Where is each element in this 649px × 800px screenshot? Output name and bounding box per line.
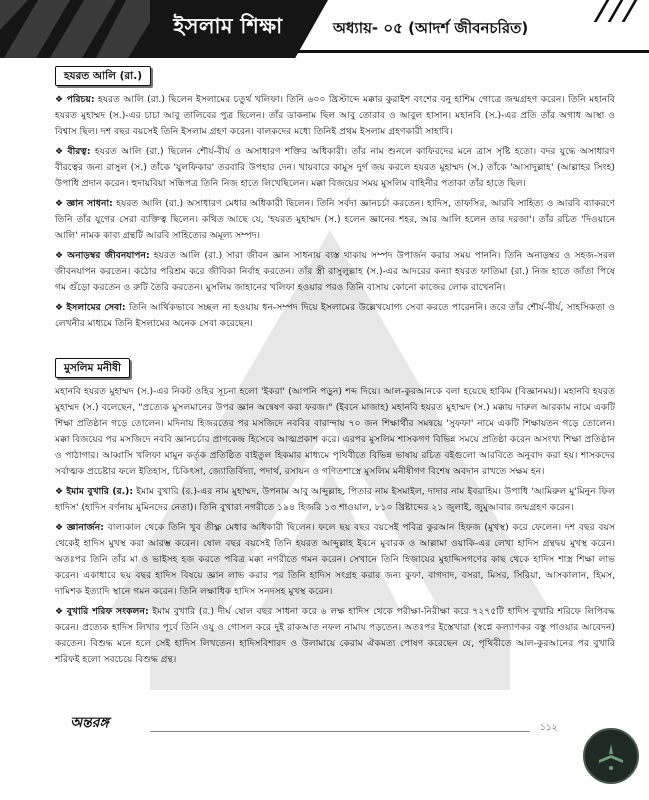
header-stripe-decoration — [0, 0, 150, 58]
paragraph-text: হযরত আলি (রা.) ছিলেন শৌর্য-বীর্য ও অসাধারণ শক্তির অধিকারী। তাঁর নাম শুনলে কাফিরদের মনে ত্রাস সৃষ্টি হতো। বদর যুদ্ধে অসাধারণ বীরত্বের জন্য রাসুল (স.) তাঁকে 'যুলফিকার' তরবারি উপহার দেন। খায়বারে কামুস দুর্গ জয় করলে হযরত মুহাম্মদ (স.) তাঁকে 'আসাদুল্লাহ' (আল্লাহর সিংহ) উপাধি প্রদান করেন। হুদায়বিয়া সন্ধিপত্র তিনি নিজ হাতে লিখেছিলেন। মক্কা বিজয়ের সময় মুসলিম বাহিনীর পতাকা তাঁর হাতে ছিল। — [55, 146, 615, 189]
paragraph-knowledge-gain — [55, 520, 615, 600]
paragraph-text: মহানবি হযরত মুহাম্মদ (স.)-এর নিকট ওহির সূচনা হলো 'ইকরা' (আপনি পড়ুন) শব্দ দিয়ে। আল-কুরআনকে বলা হয়েছে হাকিম (বিজ্ঞানময়)। মহানবি হযরত মুহাম্মদ (স.) বলেছেন, "প্রত্যেক মুসলমানের উপর জ্ঞান অন্বেষণ করা ফরজ।" (ইবনে মাজাহ) মহানবি হযরত মুহাম্মদ (স.) মক্কায় দারুল আরকাম নামে একটি শিক্ষা প্রতিষ্ঠান গড়ে তোলেন। মদিনায় হিজরতের পর মসজিদে নববির বারান্দায় ৭০ জন শিক্ষার্থীর সমন্বয়ে 'সুফফা' নামে একটি শিক্ষায়তন গড়ে তোলেন। মক্কা বিজয়ের পর মসজিদে নববি জ্ঞানচর্চার প্রাণকেন্দ্র হিসেবে আত্মপ্রকাশ করে। এরপর মুসলিম শাসকগণ বিভিন্ন সময়ে প্রতিষ্ঠা করেন অসংখ্য শিক্ষা প্রতিষ্ঠান ও পাঠাগার। আব্বাসি খলিফা মামুন কর্তৃক প্রতিষ্ঠিত বাইতুল হিকমার মাধ্যমে পৃথিবীতে বিভিন্ন ভাষায় রচিত বইগুলো আরবিতে অনুবাদ করা হয়। শাসকদের সর্বাত্মক প্রচেষ্টার ফলে ইতিহাস, চিকিৎসা, জ্যোতির্বিদ্যা, পদার্থ, রসায়ন ও গণিতশাস্ত্রে মুসলিম মনীষীগণ বিশেষ অবদান রাখতে সক্ষম হন। — [55, 386, 615, 477]
header-rule — [296, 50, 649, 53]
diamond-bullet-icon: ❖ — [55, 251, 65, 261]
diamond-bullet-icon: ❖ — [55, 199, 64, 209]
section-title-hazrat-ali: হযরত আলি (রা.) — [55, 66, 151, 86]
paragraph-knowledge — [55, 196, 615, 244]
paragraph-label: পরিচয়: — [66, 94, 95, 105]
paragraph-text: ইমাম বুখারি (র.) দীর্ঘ ষোল বছর সাধনা করে ৬ লক্ষ হাদিস থেকে পরীক্ষা-নিরীক্ষা করে ৭২৭৫টি হাদিস বুখারি শরিফে লিপিবদ্ধ করেন। প্রত্যেক হাদিস লিখার পূর্বে তিনি ওযু ও গোসল করে দুই রাকআত নফল নামায পড়তেন। অতঃপর ইস্তেখারা (স্বপ্নে কল্যাণকর বস্তু পাওয়ার আবেদন) করতেন। বিশুদ্ধ মনে হলে সেই হাদিস লিখতেন। হাদিসবিশারদ ও উলামায়ে কেরাম ঐকমত্য পোষণ করেছেন যে, পৃথিবীতে আল-কুরআনের পর বুখারি শরিফই হলো সবচেয়ে বিশুদ্ধ গ্রন্থ। — [55, 606, 615, 665]
paragraph-bravery — [55, 144, 615, 192]
section-title-muslim-scholars: মুসলিম মনীষী — [55, 358, 130, 378]
paragraph-label: বীরত্ব: — [67, 146, 91, 157]
content-area — [55, 66, 615, 672]
paragraph-label: অনাড়ম্বর জীবনযাপন: — [67, 250, 150, 261]
footer-rule — [150, 731, 530, 732]
paragraph-service — [55, 300, 615, 332]
header-tick — [594, 0, 610, 22]
paragraph-bukhari-compilation — [55, 604, 615, 668]
channel-badge-icon — [583, 728, 639, 784]
paragraph-introduction — [55, 92, 615, 140]
paragraph-label: ইমাম বুখারি (র.): — [66, 486, 134, 497]
paragraph-label: ইসলামের সেবা: — [66, 302, 126, 313]
paragraph-text: হযরত আলি (রা.) সারা জীবন জ্ঞান সাধনায় ব্যস্ত থাকায় সম্পদ উপার্জন করার সময় পাননি। তিনি অনাড়ম্বর ও সহজ-সরল জীবনযাপন করতেন। কঠোর পরিশ্রম করে জীবিকা নির্বাহ করতেন। তাঁর স্ত্রী রাসুলুল্লাহ (স.)-এর আদরের কন্যা হযরত ফাতিমা (রা.) নিজ হাতে জাঁতা পিষে গম গুঁড়ো করতেন ও রুটি তৈরি করতেন। মুসলিম জাহানের খলিফা হওয়ার পরও তিনি বাসায় কোনো কাজের লোক রাখেননি। — [55, 250, 615, 293]
paragraph-label: বুখারি শরিফ সংকলন: — [66, 606, 149, 617]
paragraph-label: জ্ঞানার্জন: — [66, 522, 104, 533]
paragraph-text: তিনি আর্থিকভাবে সচ্ছল না হওয়ায় ধন-সম্পদ দিয়ে ইসলামের উল্লেখযোগ্য সেবা করতে পারেননি। তবে তাঁর শৌর্য-বীর্য, সাহসিকতা ও লেখনীর মাধ্যমে তিনি ইসলামের অনেক সেবা করেছেন। — [55, 302, 616, 329]
page-number: ১১২ — [540, 723, 558, 733]
chapter-title: অধ্যায়- ০৫ (আদর্শ জীবনচরিত) — [333, 19, 529, 37]
paragraph-intro-scholars — [55, 384, 615, 480]
book-icon — [585, 730, 637, 782]
header-tick — [622, 0, 638, 22]
diamond-bullet-icon: ❖ — [55, 487, 64, 497]
diamond-bullet-icon: ❖ — [55, 95, 64, 105]
publisher-logo: অন্তরঙ্গ — [70, 715, 109, 731]
diamond-bullet-icon: ❖ — [55, 523, 64, 533]
paragraph-text: বাল্যকাল থেকে তিনি খুব তীক্ষ্ণ মেধার অধিকারী ছিলেন। ফলে ছয় বছর বয়সেই পবিত্র কুরআন হিফজ (মুখস্থ) করে ফেলেন। দশ বছর বয়স থেকেই হাদিস মুখস্থ করা আরম্ভ করেন। ষোল বছর বয়সেই তিনি হযরত আব্দুল্লাহ ইবনে মুবারক ও আল্লামা ওয়াকি-এর লেখা হাদিস গ্রন্থদ্বয় মুখস্থ করেন। অতঃপর তিনি তাঁর মা ও ভাইসহ হজ করতে পবিত্র মক্কা নগরীতে গমন করেন। সেখানে তিনি হিজাযের মুহাদ্দিসগণের কাছ থেকে হাদিস শাস্ত্র শিক্ষা লাভ করেন। একাধারে ছয় বছর হাদিস বিষয়ে জ্ঞান লাভ করার পর তিনি হাদিস সংগ্রহ করার জন্য কুফা, বাগদাদ, বসরা, মিসর, সিরিয়া, আসকালান, হিমস, দামিশক ইত্যাদি স্থানে গমন করেন। তিনি লক্ষাধিক হাদিস সনদসহ মুখস্থ করেন। — [55, 522, 615, 597]
subject-title: ইসলাম শিক্ষা — [173, 14, 283, 38]
paragraph-simple-life — [55, 248, 615, 296]
diamond-bullet-icon: ❖ — [55, 147, 65, 157]
paragraph-text: হযরত আলি (রা.) ছিলেন ইসলামের চতুর্থ খলিফা। তিনি ৬০০ খ্রিস্টাব্দে মক্কার কুরাইশ বংশের বনু হাশিম গোত্রে জন্মগ্রহণ করেন। তিনি মহানবি হযরত মুহাম্মদ (স.)-এর চাচা আবু তালিবের পুত্র ছিলেন। তাঁর ডাকনাম ছিল আবু তোরাব ও আবুল হাসান। মহানবি (স.)-এর প্রতি তাঁর অগাধ আস্থা ও বিশ্বাস ছিল। দশ বছর বয়সেই তিনি ইসলাম গ্রহণ করেন। বালকদের মধ্যে তিনিই প্রথম ইসলাম গ্রহণকারী সাহাবি। — [55, 94, 616, 137]
paragraph-imam-bukhari — [55, 484, 615, 516]
paragraph-text: ইমাম বুখারি (র.)-এর নাম মুহাম্মদ, উপনাম আবু আব্দুল্লাহ, পিতার নাম ইসমাইল, দাদার নাম ইবরাহিম। উপাধি 'আমিরুল মু'মিনুন ফিল হাদিস' (হাদিস বর্ণনায় মুমিনদের নেতা)। তিনি বুখারা নগরীতে ১৯৪ হিজরি ১৩ শাওয়াল, ৮১০ খ্রিষ্টাব্দের ২১ জুলাই, জুমুআবার জন্মগ্রহণ করেন। — [55, 486, 615, 513]
paragraph-label: জ্ঞান সাধনা: — [66, 198, 113, 209]
diamond-bullet-icon: ❖ — [55, 303, 64, 313]
paragraph-text: হযরত আলি (রা.) অসাধারণ মেধার অধিকারী ছিলেন। তিনি সর্বদা জ্ঞানচর্চা করতেন। হাদিস, তাফসির, আরবি সাহিত্য ও আরবি ব্যাকরণে তিনি তাঁর যুগের সেরা ব্যক্তিত্ব ছিলেন। কথিত আছে যে, 'হযরত মুহাম্মদ (স.) হলেন জ্ঞানের শহর, আর আলি হলেন তার দরজা'। তাঁর রচিত 'দিওয়ানে আলি' নামক কাব্য গ্রন্থটি আরবি সাহিত্যের অমূল্য সম্পদ। — [55, 198, 615, 241]
diamond-bullet-icon: ❖ — [55, 607, 64, 617]
page-footer — [0, 690, 649, 800]
page-header — [0, 0, 649, 58]
header-tick — [608, 0, 624, 22]
